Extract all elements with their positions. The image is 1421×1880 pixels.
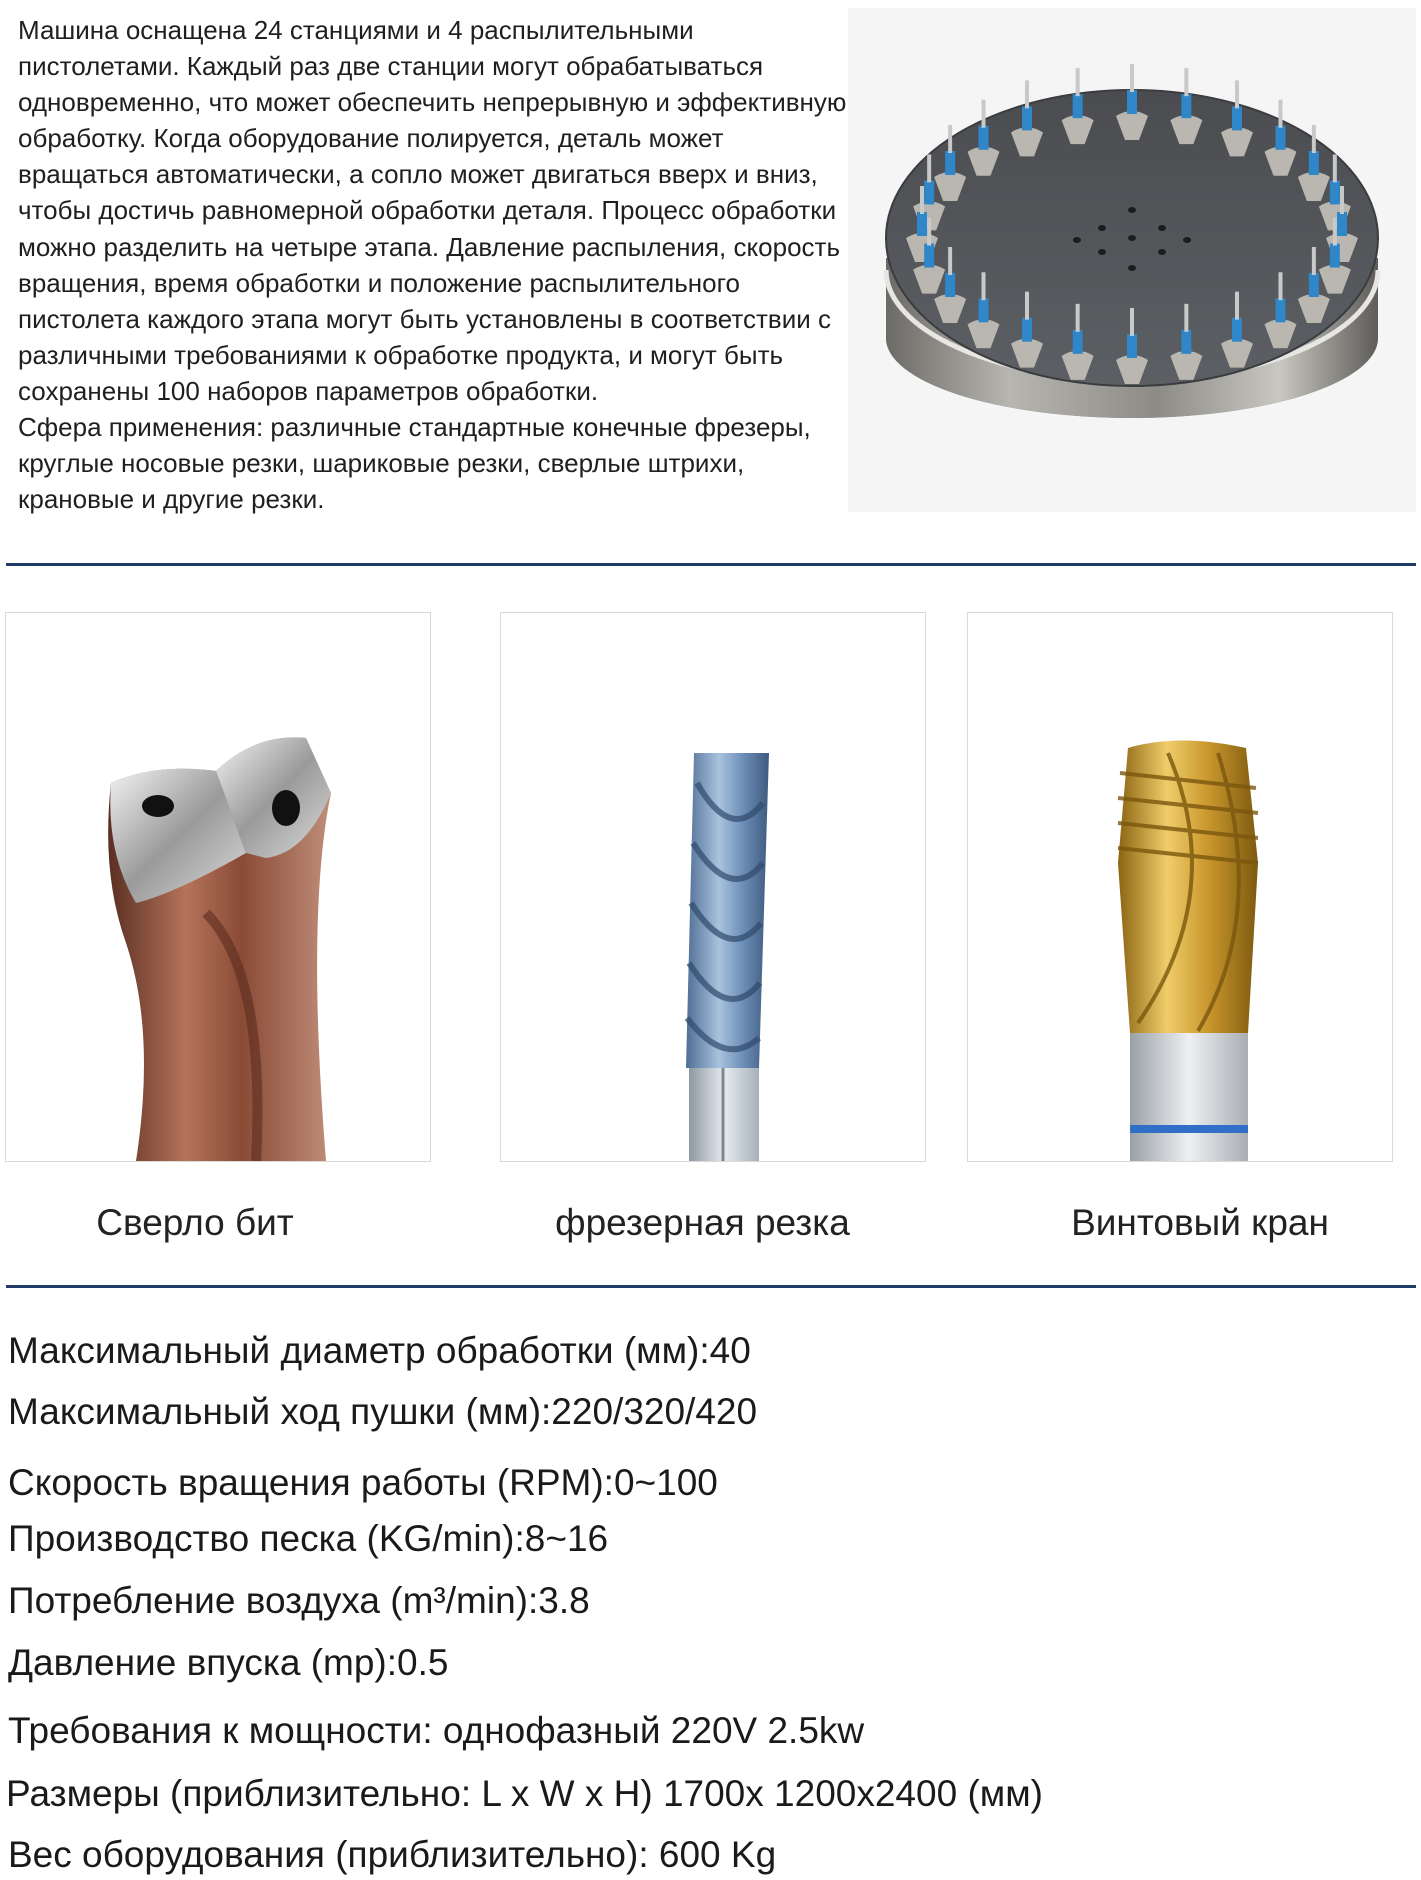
intro-paragraph-2: Сфера применения: различные стандартные конечные фрезеры, круглые носовые резки, шариковые резки, сверлые штрихи, крановые и другие резки. xyxy=(18,412,811,515)
screw-tap-image xyxy=(968,613,1392,1161)
milling-cutter-image xyxy=(501,613,925,1161)
section-divider-bottom xyxy=(6,1285,1416,1288)
spec-gun-stroke: Максимальный ход пушки (мм):220/320/420 xyxy=(8,1391,758,1432)
spec-sand-output: Производство песка (KG/min):8~16 xyxy=(8,1518,609,1559)
table-hole xyxy=(1098,225,1106,231)
spec-dimensions: Размеры (приблизительно: L x W x H) 1700x 1200x2400 (мм) xyxy=(6,1773,1043,1814)
spec-air-consumption: Потребление воздуха (m³/min):3.8 xyxy=(8,1580,590,1621)
spec-max-diameter: Максимальный диаметр обработки (мм):40 xyxy=(8,1330,751,1371)
section-divider-top xyxy=(6,563,1416,566)
spec-power-requirement: Требования к мощности: однофазный 220V 2.5kw xyxy=(8,1710,865,1751)
table-hole xyxy=(1128,207,1136,213)
intro-text xyxy=(18,12,848,517)
spec-weight: Вес оборудования (приблизительно): 600 Kg xyxy=(8,1834,777,1875)
table-hole xyxy=(1158,225,1166,231)
rotary-table-illustration xyxy=(848,8,1416,512)
table-hole xyxy=(1158,249,1166,255)
spec-rotation-speed: Скорость вращения работы (RPM):0~100 xyxy=(8,1462,718,1503)
spec-inlet-pressure: Давление впуска (mp):0.5 xyxy=(8,1642,449,1683)
product-caption-drill-bit: Сверло бит xyxy=(96,1202,294,1243)
product-caption-screw-tap: Винтовый кран xyxy=(1071,1202,1329,1243)
table-hole xyxy=(1128,265,1136,271)
table-hole xyxy=(1128,235,1136,241)
intro-paragraph-1: Машина оснащена 24 станциями и 4 распылительными пистолетами. Каждый раз две станции могут обрабатываться одновременно, что может обеспечить непрерывную и эффективную обработку. Когда оборудование полируется, деталь может вращаться автоматически, а сопло может двигаться вверх и вниз, чтобы достичь равномерной обработки деталя. Процесс обработки можно разделить на четыре этапа. Давление распыления, скорость вращения, время обработки и положение распылительного пистолета каждого этапа могут быть установлены в соответствии с различными требованиями к обработке продукта, и могут быть сохранены 100 наборов параметров обработки. xyxy=(18,15,847,406)
screw-tap-card xyxy=(967,612,1393,1162)
milling-cutter-card xyxy=(500,612,926,1162)
product-caption-milling-cutter: фрезерная резка xyxy=(555,1202,850,1243)
table-hole xyxy=(1098,249,1106,255)
drill-bit-card xyxy=(5,612,431,1162)
drill-bit-image xyxy=(6,613,430,1161)
rotary-table-image xyxy=(848,8,1416,512)
table-hole xyxy=(1183,237,1191,243)
table-hole xyxy=(1073,237,1081,243)
